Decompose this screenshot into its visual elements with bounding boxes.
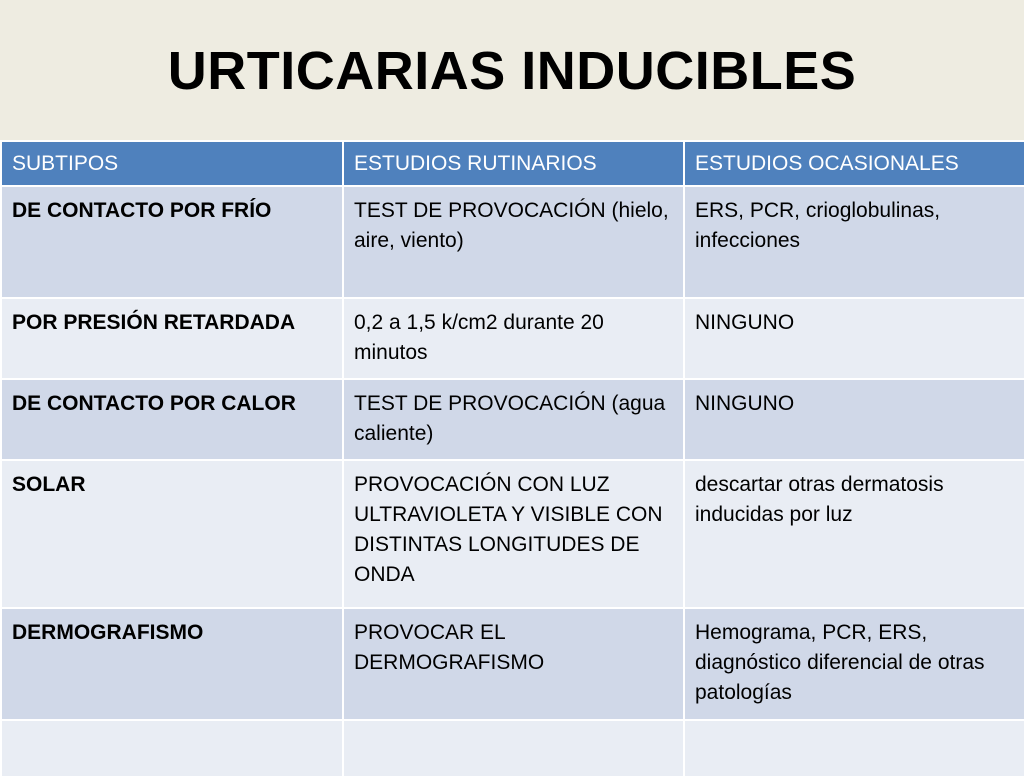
studies-table-container <box>0 140 1024 768</box>
cell-rutinarios: 0,2 a 1,5 k/cm2 durante 20 minutos <box>343 298 684 379</box>
cell-ocasionales: ERS, PCR, crioglobulinas, infecciones <box>684 186 1024 298</box>
table-row <box>1 460 1024 608</box>
cell-rutinarios: PROVOCAR EL DERMOGRAFISMO <box>343 608 684 720</box>
cell-empty <box>684 720 1024 777</box>
cell-subtipo: POR PRESIÓN RETARDADA <box>1 298 343 379</box>
cell-subtipo: SOLAR <box>1 460 343 608</box>
table-header-row <box>1 141 1024 186</box>
cell-rutinarios: PROVOCACIÓN CON LUZ ULTRAVIOLETA Y VISIBLE CON DISTINTAS LONGITUDES DE ONDA <box>343 460 684 608</box>
header-subtipos: SUBTIPOS <box>1 141 343 186</box>
header-estudios-rutinarios: ESTUDIOS RUTINARIOS <box>343 141 684 186</box>
header-estudios-ocasionales: ESTUDIOS OCASIONALES <box>684 141 1024 186</box>
table-row <box>1 186 1024 298</box>
cell-ocasionales: NINGUNO <box>684 298 1024 379</box>
cell-empty <box>343 720 684 777</box>
cell-rutinarios: TEST DE PROVOCACIÓN (hielo, aire, viento) <box>343 186 684 298</box>
table-row <box>1 379 1024 460</box>
cell-rutinarios: TEST DE PROVOCACIÓN (agua caliente) <box>343 379 684 460</box>
table-row <box>1 298 1024 379</box>
slide-title: URTICARIAS INDUCIBLES <box>167 41 857 101</box>
cell-subtipo: DE CONTACTO POR CALOR <box>1 379 343 460</box>
cell-subtipo: DE CONTACTO POR FRÍO <box>1 186 343 298</box>
cell-empty <box>1 720 343 777</box>
cell-ocasionales: Hemograma, PCR, ERS, diagnóstico diferencial de otras patologías <box>684 608 1024 720</box>
cell-subtipo: DERMOGRAFISMO <box>1 608 343 720</box>
cell-ocasionales: NINGUNO <box>684 379 1024 460</box>
table-row <box>1 608 1024 720</box>
studies-table <box>0 140 1024 778</box>
table-row-empty <box>1 720 1024 777</box>
cell-ocasionales: descartar otras dermatosis inducidas por luz <box>684 460 1024 608</box>
